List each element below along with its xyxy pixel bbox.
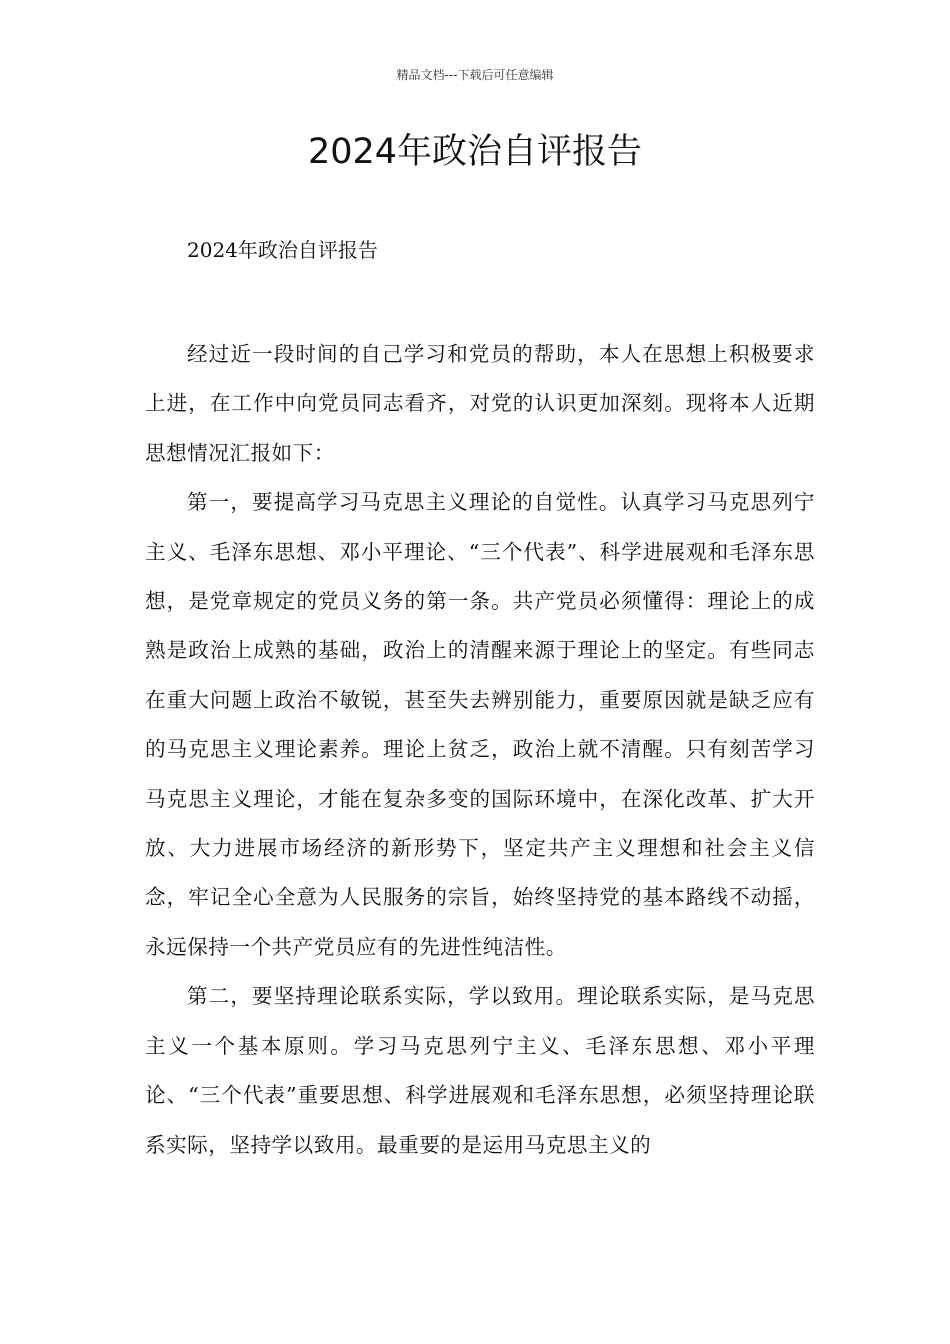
paragraph-first: 第一，要提高学习马克思主义理论的自觉性。认真学习马克思列宁主义、毛泽东思想、邓小平理论、“三个代表”、科学进展观和毛泽东思想，是党章规定的党员义务的第一条。共产党员必须懂得：理论上的成熟是政治上成熟的基础，政治上的清醒来源于理论上的坚定。有些同志在重大问题上政治不敏锐，甚至失去辨别能力，重要原因就是缺乏应有的马克思主义理论素养。理论上贫乏，政治上就不清醒。只有刻苦学习马克思主义理论，才能在复杂多变的国际环境中，在深化改革、扩大开放、大力进展市场经济的新形势下，坚定共产主义理想和社会主义信念，牢记全心全意为人民服务的宗旨，始终坚持党的基本路线不动摇，永远保持一个共产党员应有的先进性纯洁性。 [145, 490, 815, 959]
paragraph-second: 第二，要坚持理论联系实际，学以致用。理论联系实际，是马克思主义一个基本原则。学习马克思列宁主义、毛泽东思想、邓小平理论、“三个代表”重要思想、科学进展观和毛泽东思想，必须坚持理论联系实际，坚持学以致用。最重要的是运用马克思主义的 [145, 984, 815, 1157]
document-subtitle: 2024年政治自评报告 [187, 238, 378, 262]
document-body [145, 330, 815, 1170]
header-note: 精品文档---下载后可任意编辑 [396, 68, 554, 82]
document-title: 2024年政治自评报告 [307, 132, 643, 172]
paragraph-intro: 经过近一段时间的自己学习和党员的帮助，本人在思想上积极要求上进，在工作中向党员同志看齐，对党的认识更加深刻。现将本人近期思想情况汇报如下： [145, 342, 815, 465]
